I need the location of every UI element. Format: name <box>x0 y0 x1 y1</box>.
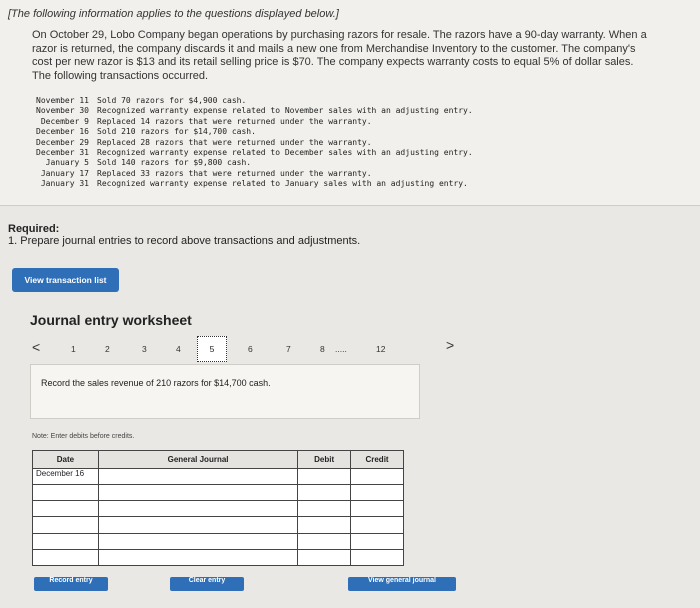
transaction-date: December 31 <box>36 148 89 158</box>
entry-pager <box>30 334 460 364</box>
credit-cell[interactable] <box>351 517 404 533</box>
general-journal-header: General Journal <box>98 451 297 469</box>
transaction-date: January 17 <box>40 168 89 178</box>
journal-table <box>32 450 404 566</box>
transaction-text: Recognized warranty expense related to January sales with an adjusting entry. <box>97 179 468 189</box>
table-row <box>33 533 404 549</box>
next-arrow-icon[interactable]: > <box>446 337 455 353</box>
credit-cell[interactable] <box>351 469 404 485</box>
page-6[interactable]: 6 <box>248 344 253 354</box>
account-cell[interactable] <box>98 485 297 501</box>
transaction-row <box>30 127 473 137</box>
view-general-journal-button[interactable]: View general journal <box>348 577 456 591</box>
transaction-text: Recognized warranty expense related to December sales with an adjusting entry. <box>97 148 473 158</box>
page-5-active[interactable]: 5 <box>197 336 227 362</box>
transaction-row <box>30 96 473 106</box>
page-3[interactable]: 3 <box>142 344 147 354</box>
date-header: Date <box>33 451 99 469</box>
page-4[interactable]: 4 <box>176 344 181 354</box>
debit-cell[interactable] <box>298 549 351 565</box>
date-cell <box>33 549 99 565</box>
credit-cell[interactable] <box>351 501 404 517</box>
instruction-box <box>30 364 420 419</box>
page-8[interactable]: 8 <box>320 344 325 354</box>
worksheet-title: Journal entry worksheet <box>30 312 192 328</box>
table-row <box>33 517 404 533</box>
credit-cell[interactable] <box>351 549 404 565</box>
journal-header-row <box>33 451 404 469</box>
account-cell[interactable] <box>98 501 297 517</box>
transaction-row <box>30 169 473 179</box>
date-cell[interactable]: December 16 <box>33 469 99 485</box>
debit-header: Debit <box>298 451 351 469</box>
debit-cell[interactable] <box>298 485 351 501</box>
debit-cell[interactable] <box>298 533 351 549</box>
debit-cell[interactable] <box>298 469 351 485</box>
prev-arrow-icon[interactable]: < <box>32 339 41 355</box>
table-row <box>33 501 404 517</box>
account-cell[interactable] <box>98 517 297 533</box>
date-cell <box>33 501 99 517</box>
record-entry-button[interactable]: Record entry <box>34 577 108 591</box>
transaction-date: November 11 <box>36 96 89 105</box>
table-row <box>33 549 404 565</box>
credit-header: Credit <box>351 451 404 469</box>
transaction-text: Replaced 33 razors that were returned under the warranty. <box>97 168 372 178</box>
transaction-text: Replaced 14 razors that were returned under the warranty. <box>97 116 372 126</box>
transaction-text: Recognized warranty expense related to November sales with an adjusting entry. <box>97 106 473 116</box>
required-item: 1. Prepare journal entries to record above transactions and adjustments. <box>8 235 361 247</box>
required-title: Required: <box>8 223 60 235</box>
transaction-text: Sold 140 razors for $9,800 cash. <box>97 158 252 168</box>
transaction-row <box>30 106 473 116</box>
table-row <box>33 485 404 501</box>
transaction-row <box>30 117 473 127</box>
transaction-list <box>30 96 473 190</box>
problem-paragraph: On October 29, Lobo Company began operations by purchasing razors for resale. The razors have a 90-day warranty. When a razor is returned, the company discards it and mails a new one from Merchandise Inventory to the customer. The company's cost per new razor is $13 and its retail selling price is $70. The company expects warranty costs to equal 5% of dollar sales. The following transactions occurred. <box>32 29 647 82</box>
transaction-row <box>30 148 473 158</box>
view-transaction-list-button[interactable]: View transaction list <box>12 268 119 292</box>
transaction-date: November 30 <box>36 106 89 116</box>
page-1[interactable]: 1 <box>71 344 76 354</box>
transaction-date: January 31 <box>40 179 89 189</box>
info-panel <box>0 0 700 206</box>
page-ellipsis: ..... <box>335 344 347 354</box>
transaction-text: Sold 70 razors for $4,900 cash. <box>97 96 247 105</box>
credit-cell[interactable] <box>351 485 404 501</box>
date-cell <box>33 517 99 533</box>
date-cell <box>33 485 99 501</box>
note-text: Note: Enter debits before credits. <box>32 433 135 440</box>
transaction-row <box>30 179 473 189</box>
account-cell[interactable] <box>98 469 297 485</box>
debit-cell[interactable] <box>298 501 351 517</box>
transaction-date: December 9 <box>40 116 89 126</box>
account-cell[interactable] <box>98 533 297 549</box>
transaction-row <box>30 138 473 148</box>
instruction-text: Record the sales revenue of 210 razors for $14,700 cash. <box>41 378 271 388</box>
account-cell[interactable] <box>98 549 297 565</box>
table-row <box>33 469 404 485</box>
credit-cell[interactable] <box>351 533 404 549</box>
transaction-row <box>30 158 473 168</box>
date-cell <box>33 533 99 549</box>
clear-entry-button[interactable]: Clear entry <box>170 577 244 591</box>
transaction-text: Sold 210 razors for $14,700 cash. <box>97 127 256 137</box>
transaction-date: January 5 <box>45 158 89 168</box>
transaction-date: December 29 <box>36 137 89 147</box>
page-2[interactable]: 2 <box>105 344 110 354</box>
page-12[interactable]: 12 <box>376 344 386 354</box>
page-7[interactable]: 7 <box>286 344 291 354</box>
transaction-date: December 16 <box>36 127 89 137</box>
transaction-text: Replaced 28 razors that were returned under the warranty. <box>97 137 372 147</box>
intro-text: [The following information applies to the questions displayed below.] <box>8 8 339 20</box>
debit-cell[interactable] <box>298 517 351 533</box>
